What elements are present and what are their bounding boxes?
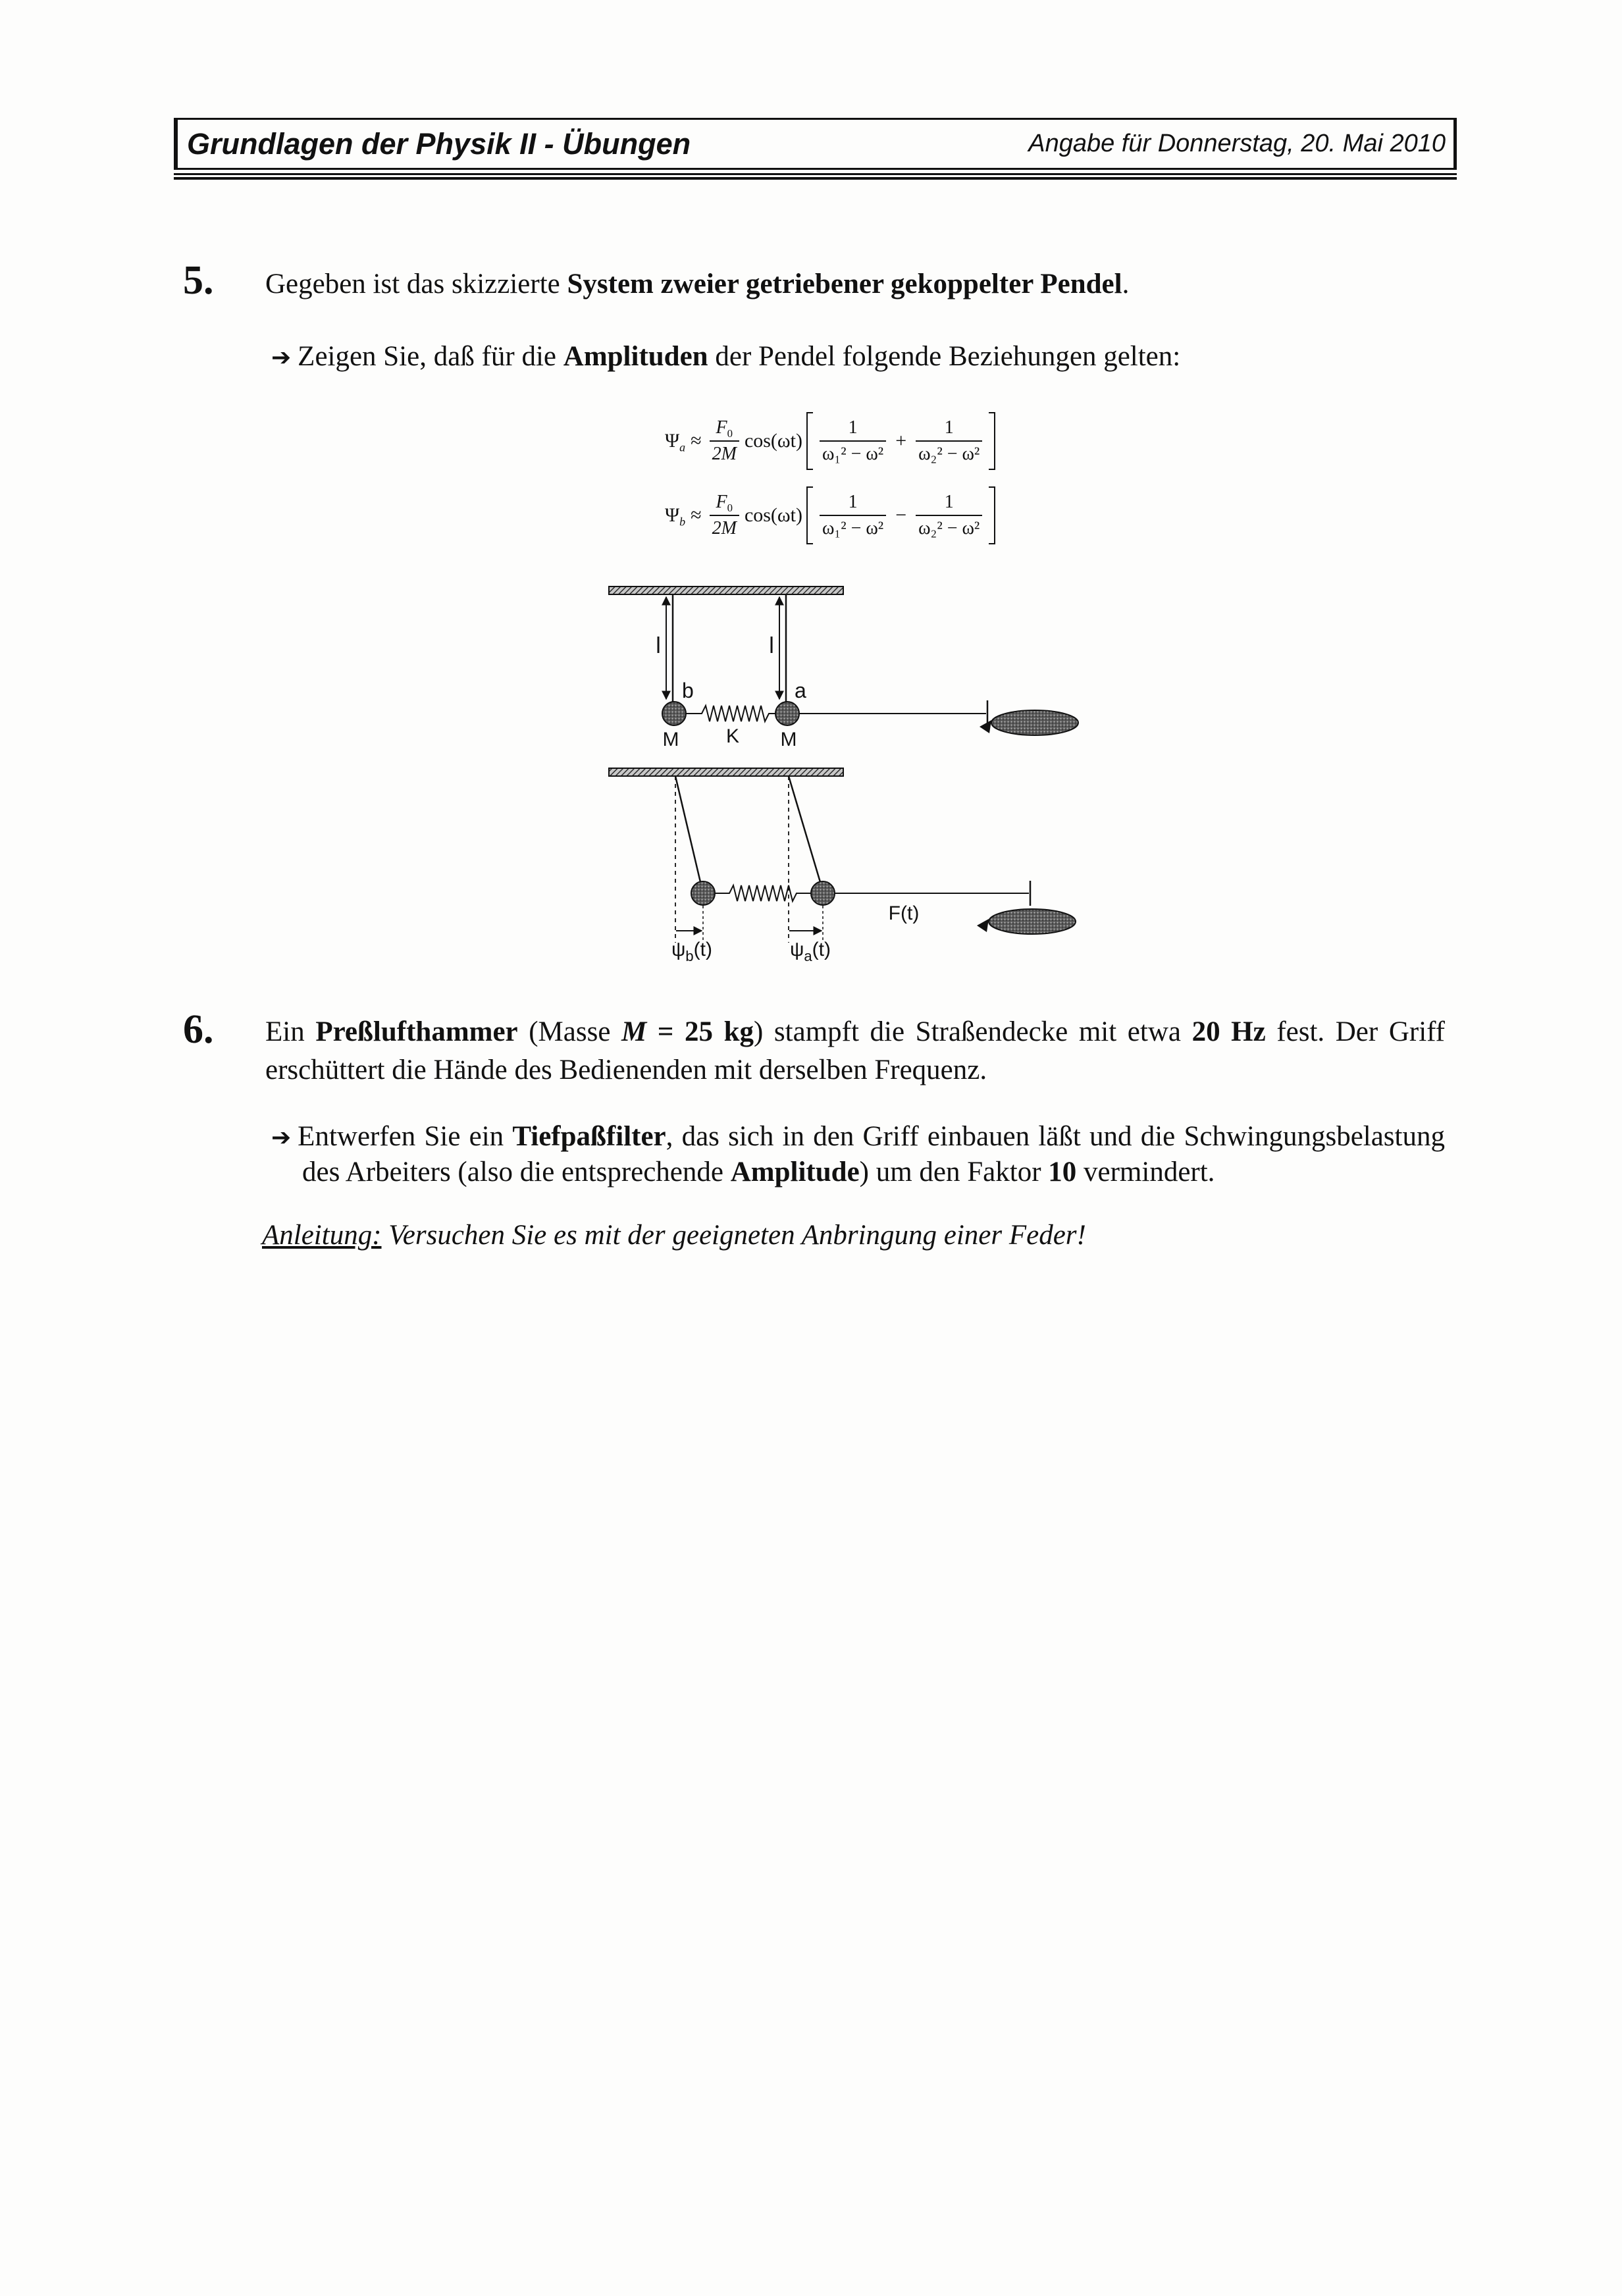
operator: + (895, 430, 907, 452)
force-subscript: 0 (727, 427, 733, 440)
sheet-date: Angabe für Donnerstag, 20. Mai 2010 (1028, 130, 1446, 157)
drive-disc-top (991, 710, 1078, 735)
right-bracket (989, 486, 995, 544)
psi-symbol: Ψ (665, 430, 680, 452)
fraction-numerator (710, 417, 739, 442)
spring-label: K (725, 725, 740, 747)
intro-text: ) stampft die Straßendecke mit etwa (754, 1016, 1192, 1047)
displaced-rod-right (789, 776, 820, 882)
intro-text: Gegeben ist das skizzierte (265, 269, 567, 300)
task-bold-factor: 10 (1048, 1157, 1077, 1187)
task-text: vermindert. (1076, 1157, 1215, 1187)
term1-fraction (820, 491, 886, 540)
formula-psi-b (665, 484, 995, 547)
force-symbol: F (716, 492, 727, 512)
left-bracket (806, 412, 813, 470)
length-label-left: l (656, 633, 661, 658)
mass-ball-left (662, 702, 686, 725)
psi-symbol: ψ (671, 939, 686, 960)
term1-numerator: 1 (820, 491, 886, 516)
psi-symbol: Ψ (665, 504, 680, 526)
rotation-arrow-icon (977, 919, 989, 932)
intro-text: (Masse (517, 1016, 622, 1047)
rotation-arrow-icon (980, 720, 991, 733)
force-symbol: F (716, 417, 727, 438)
sheet-title: Grundlagen der Physik II - Übungen (187, 126, 691, 161)
displacement-label-a (790, 939, 831, 964)
hint-label: Anleitung: (262, 1220, 382, 1251)
right-bracket (989, 412, 995, 470)
pendulum-label-a: a (795, 679, 806, 702)
task-text: Zeigen Sie, daß für die (298, 341, 563, 372)
task-text: des Arbeiters (also die entsprechende (302, 1157, 731, 1187)
task-text: Entwerfen Sie ein (298, 1121, 513, 1152)
approx-sign: ≈ (691, 430, 702, 452)
psi-symbol: ψ (790, 939, 804, 960)
force-subscript: 0 (727, 501, 733, 514)
fraction-denominator: 2M (712, 518, 737, 538)
cosine-term: cos(ωt) (744, 430, 802, 452)
displaced-ball-left (691, 881, 715, 905)
term2-numerator: 1 (916, 417, 982, 442)
force-fraction (710, 417, 739, 465)
term2-fraction (916, 417, 982, 465)
coupled-pendulum-diagram (579, 573, 1132, 974)
task-text: ) um den Faktor (859, 1157, 1049, 1187)
force-fraction (710, 491, 739, 540)
psi-subscript: b (679, 515, 686, 529)
mass-symbol: M (621, 1016, 647, 1047)
pendulum-label-b: b (682, 679, 694, 702)
ceiling-top (609, 587, 843, 594)
operator: − (895, 504, 907, 526)
time-argument: (t) (693, 939, 712, 960)
cosine-term: cos(ωt) (744, 504, 802, 526)
coupling-spring-top (686, 706, 775, 721)
task-end: der Pendel folgende Beziehungen gelten: (708, 341, 1181, 372)
formula-lhs (665, 504, 685, 527)
psi-subscript: a (679, 440, 686, 454)
intro-bold: System zweier getriebener gekoppelter Pendel (567, 269, 1122, 300)
intro-text: Ein (265, 1016, 316, 1047)
intro-bold-hammer: Preßlufthammer (315, 1016, 518, 1047)
mass-label-left: M (662, 729, 679, 750)
arrow-icon: ➔ (271, 1124, 292, 1151)
term2-numerator: 1 (916, 491, 982, 516)
mass-ball-right (775, 702, 799, 725)
force-label: F(t) (888, 902, 920, 924)
time-argument: (t) (812, 939, 831, 960)
task-bold-filter: Tiefpaßfilter (512, 1121, 666, 1152)
header-box (174, 118, 1457, 170)
term2-denominator: ω₂² − ω² (918, 444, 980, 464)
problem-6-hint (262, 1218, 1086, 1253)
mass-value: = 25 kg (646, 1016, 754, 1047)
problem-5-task (271, 340, 1180, 375)
problem-6-task-line-1 (271, 1120, 1445, 1155)
task-text: , das sich in den Griff einbauen läßt und die Schwingungsbelastung (666, 1121, 1445, 1152)
fraction-denominator: 2M (712, 444, 737, 464)
length-label-right: l (769, 633, 774, 658)
problem-5-number: 5. (183, 258, 214, 303)
displacement-label-b (671, 939, 712, 964)
displaced-ball-right (811, 881, 835, 905)
term1-denominator: ω₁² − ω² (822, 444, 884, 464)
problem-6-number: 6. (183, 1007, 214, 1052)
term1-numerator: 1 (820, 417, 886, 442)
problem-6-intro-line-2: erschüttert die Hände des Bedienenden mit derselben Frequenz. (265, 1055, 987, 1085)
hint-text: Versuchen Sie es mit der geeigneten Anbringung einer Feder! (381, 1220, 1086, 1251)
term2-fraction (916, 491, 982, 540)
coupling-spring-bottom (715, 885, 811, 901)
formula-psi-a (665, 409, 995, 473)
term2-denominator: ω₂² − ω² (918, 518, 980, 538)
arrow-icon: ➔ (271, 344, 292, 371)
term1-denominator: ω₁² − ω² (822, 518, 884, 538)
psi-subscript: a (804, 948, 812, 964)
psi-subscript: b (685, 948, 694, 964)
problem-6-task-line-2 (302, 1155, 1215, 1189)
header-rule-upper (174, 173, 1457, 175)
task-bold-amplitude: Amplitude (730, 1157, 860, 1187)
header-rule-lower (174, 177, 1457, 180)
intro-end: . (1122, 269, 1130, 300)
frequency-value: 20 Hz (1191, 1016, 1266, 1047)
ceiling-bottom (609, 768, 843, 776)
intro-text: fest. Der Griff (1265, 1016, 1445, 1047)
task-bold: Amplituden (563, 341, 708, 372)
formula-lhs (665, 430, 685, 452)
approx-sign: ≈ (691, 504, 702, 526)
fraction-numerator (710, 491, 739, 516)
left-bracket (806, 486, 813, 544)
term1-fraction (820, 417, 886, 465)
drive-disc-bottom (989, 909, 1076, 934)
displaced-rod-left (675, 776, 700, 882)
mass-label-right: M (780, 729, 797, 750)
problem-5-intro (265, 267, 1129, 301)
problem-6-intro-line-1 (265, 1015, 1445, 1049)
